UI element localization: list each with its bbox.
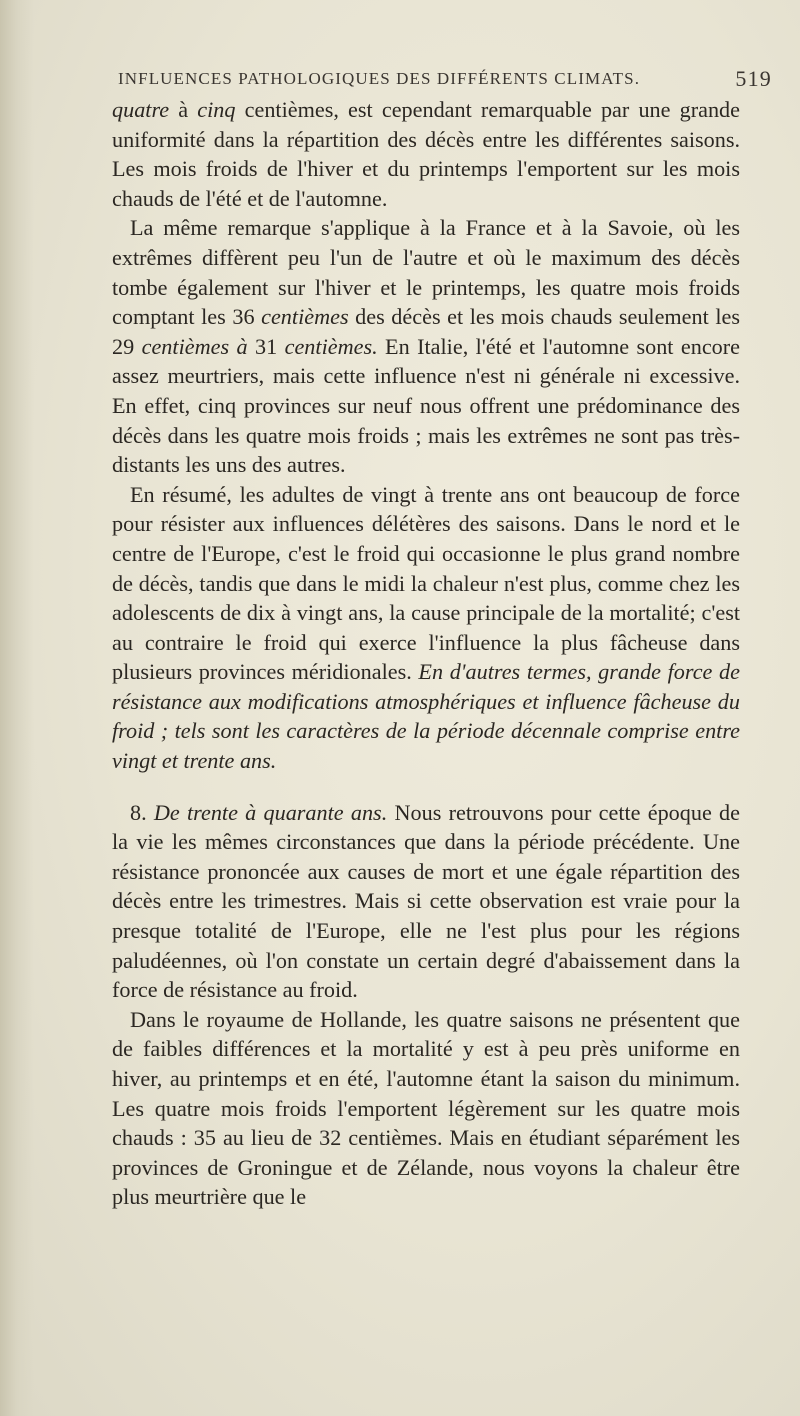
paragraph-3 (112, 480, 740, 776)
text-span: centièmes, est cependant remarquable par une grande uniformité dans la répartition des décès entre les différentes saisons. Les mois froids de l'hiver et du printemps l'emportent sur les mois chauds de l'été et de l'automne. (112, 97, 741, 211)
italic-span: quatre (112, 97, 170, 122)
paragraph-1 (112, 95, 740, 213)
page-header (118, 68, 778, 90)
text-span: Dans le royaume de Hollande, les quatre saisons ne présentent que de faibles différences et la mortalité y est à peu près uniforme en hiver, au printemps et en été, l'automne étant la saison du minimum. Les quatre mois froids l'emportent légèrement sur les quatre mois chauds : 35 au lieu de 32 centièmes. Mais en étudiant séparément les provinces de Groningue et de Zélande, nous voyons la chaleur être plus meurtrière que le (112, 1006, 740, 1210)
italic-span: centièmes. (284, 333, 378, 359)
text-span: des décès et les mois chauds seulement les 29 (112, 304, 740, 359)
italic-span: cinq (197, 97, 236, 122)
text-span: La même remarque s'applique à la France et à la Savoie, où les extrêmes diffèrent peu l'un de l'autre et où le maximum des décès tombe également sur l'hiver et le printemps, les quatre mois froids comptant les 36 (112, 215, 740, 330)
italic-span: centièmes à (141, 333, 248, 359)
paragraph-5 (112, 1005, 740, 1212)
text-span: En Italie, l'été et l'automne sont encore assez meurtriers, mais cette influence n'est ni générale ni excessive. En effet, cinq provinces sur neuf nous offrent une prédominance des décès dans les quatre mois froids ; mais les extrêmes ne sont pas très-distants les uns des autres. (112, 333, 740, 478)
section-title: De trente à quarante ans. (153, 799, 388, 825)
paragraph-2 (112, 213, 740, 479)
text-span: Nous retrouvons pour cette époque de la vie les mêmes circonstances que dans la période précédente. Une résistance prononcée aux causes de mort et une égale répartition des décès entre les trimestres. Mais si cette observation est vraie pour la presque totalité de l'Europe, elle ne l'est plus pour les régions paludéennes, où l'on constate un certain degré d'abaissement dans la force de résistance au froid. (112, 799, 740, 1003)
section-number: 8. (130, 799, 154, 825)
paragraph-4-section-8 (112, 798, 740, 1005)
running-title: INFLUENCES PATHOLOGIQUES DES DIFFÉRENTS CLIMATS. (118, 69, 641, 88)
body-text (112, 95, 740, 1212)
spine-shadow (0, 0, 34, 1416)
text-span: 31 (247, 333, 285, 359)
page-number: 519 (735, 66, 772, 91)
text-span: En résumé, les adultes de vingt à trente ans ont beaucoup de force pour résister aux influences délétères des saisons. Dans le nord et le centre de l'Europe, c'est le froid qui occasionne le plus grand nombre de décès, tandis que dans le midi la chaleur n'est plus, comme chez les adolescents de dix à vingt ans, la cause principale de la mortalité; c'est au contraire le froid qui exerce l'influence la plus fâcheuse dans plusieurs provinces méridionales. (112, 481, 740, 685)
text-span: à (169, 97, 198, 122)
italic-span: centièmes (261, 304, 349, 330)
italic-span: En d'autres termes, grande force de résistance aux modifications atmosphériques et influence fâcheuse du froid ; tels sont les caractères de la période décennale comprise entre vingt et trente ans. (112, 659, 740, 774)
